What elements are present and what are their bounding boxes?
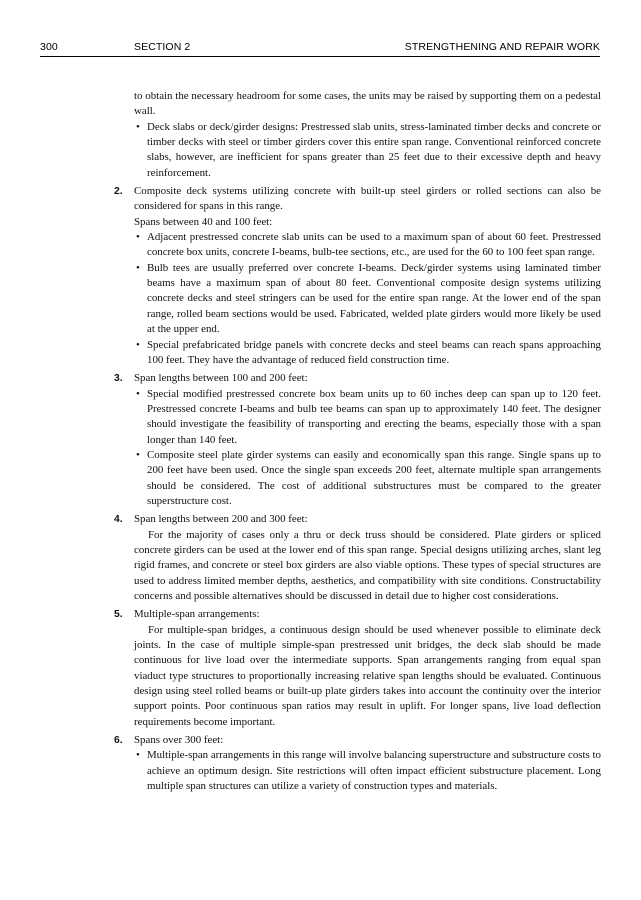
item-number: 6. [114, 735, 123, 747]
item-text: Span lengths between 200 and 300 feet: [134, 513, 308, 526]
bullet: • Adjacent prestressed concrete slab units can be used to a maximum span of about 60 feet. Prestressed concrete box units, concrete I-beams, bulb-tee sections, etc., are used for the 60 to 100 feet span range. [134, 230, 601, 261]
item-number: 5. [114, 609, 123, 621]
item-number: 2. [114, 186, 123, 198]
list-item-2 [114, 184, 601, 368]
bullet: • Bulb tees are usually preferred over concrete I-beams. Deck/girder systems using laminated timber beams have a maximum span of about 80 feet. Conventional composite design systems utilizing concrete decks and steel stringers can be used for the entire span range. At the lower end of the span range, rolled beam sections would be used. Fabricated, welded plate girders would more likely be used at the upper end. [134, 261, 601, 338]
list-item-4 [114, 512, 601, 604]
item-number: 3. [114, 373, 123, 385]
list-item-5 [114, 607, 601, 730]
item-paragraph: For the majority of cases only a thru or deck truss should be considered. Plate girders or spliced concrete girders can be used at the lower end of this span range. Special designs utilizing arches, slant leg rigid frames, and concrete or steel box girders are also viable options. These types of special structures are used to address limited member depths, aesthetics, and compatibility with site conditions. Constructability concerns and possible alternatives should be discussed in detail due to higher cost considerations. [134, 528, 601, 602]
header-rule [40, 56, 600, 57]
list-item-3 [114, 371, 601, 509]
page-number: 300 [40, 41, 58, 53]
item-text: Spans over 300 feet: [134, 734, 224, 747]
bullet-deck-slabs: • Deck slabs or deck/girder designs: Prestressed slab units, stress-laminated timber decks and concrete or timber decks with steel or timber girders cover this entire span range. Conventional reinforced concrete slabs, however, are inefficient for spans greater than 25 feet due to their excessive depth and heavy reinforcement. [134, 120, 601, 181]
item-number: 4. [114, 514, 123, 526]
body-text [114, 89, 601, 794]
item-subheading: Spans between 40 and 100 feet: [134, 215, 273, 228]
bullet: • Special prefabricated bridge panels with concrete decks and steel beams can reach spans approaching 100 feet. They have the advantage of reduced field construction time. [134, 338, 601, 369]
bullet: • Multiple-span arrangements in this range will involve balancing superstructure and substructure costs to achieve an optimum design. Site restrictions will often impact efficient substructure placement. Long multiple span structures can utilize a variety of construction types and materials. [134, 748, 601, 794]
item-text: Composite deck systems utilizing concrete with built-up steel girders or rolled sections can also be considered for spans in this range. [134, 185, 601, 213]
bullet: • Composite steel plate girder systems can easily and economically span this range. Single spans up to 200 feet have been used. Once the single span exceeds 200 feet, alternate multiple span arrangements should be considered. The cost of additional substructures must be compared to the greater superstructure cost. [134, 448, 601, 509]
continued-paragraph: to obtain the necessary headroom for some cases, the units may be raised by supporting them on a pedestal wall. [134, 90, 601, 118]
item-paragraph: For multiple-span bridges, a continuous design should be used whenever possible to eliminate deck joints. In the case of multiple simple-span prestressed unit bridges, the deck slab should be made continuous for live load over the intermediate supports. Span arrangements ranging from equal span viaduct type structures to proportionally increasing relative span lengths should be evaluated. Continuous design using steel rolled beams or built-up plate girders takes into account the continuity over the interior support points. Poor continuous span ratios may result in uplift. For longer spans, live load deflection requirements become important. [134, 623, 601, 728]
bullet: • Special modified prestressed concrete box beam units up to 60 inches deep can span up to 120 feet. Prestressed concrete I-beams and bulb tee beams can span up to approximately 140 feet. The designer should investigate the feasibility of transporting and erecting the beams, especially those with a span longer than 140 feet. [134, 387, 601, 448]
item-text: Span lengths between 100 and 200 feet: [134, 372, 308, 385]
section-label: SECTION 2 [134, 41, 191, 53]
running-title: STRENGTHENING AND REPAIR WORK [404, 41, 600, 53]
item-text: Multiple-span arrangements: [134, 608, 260, 621]
list-item-6 [114, 733, 601, 794]
